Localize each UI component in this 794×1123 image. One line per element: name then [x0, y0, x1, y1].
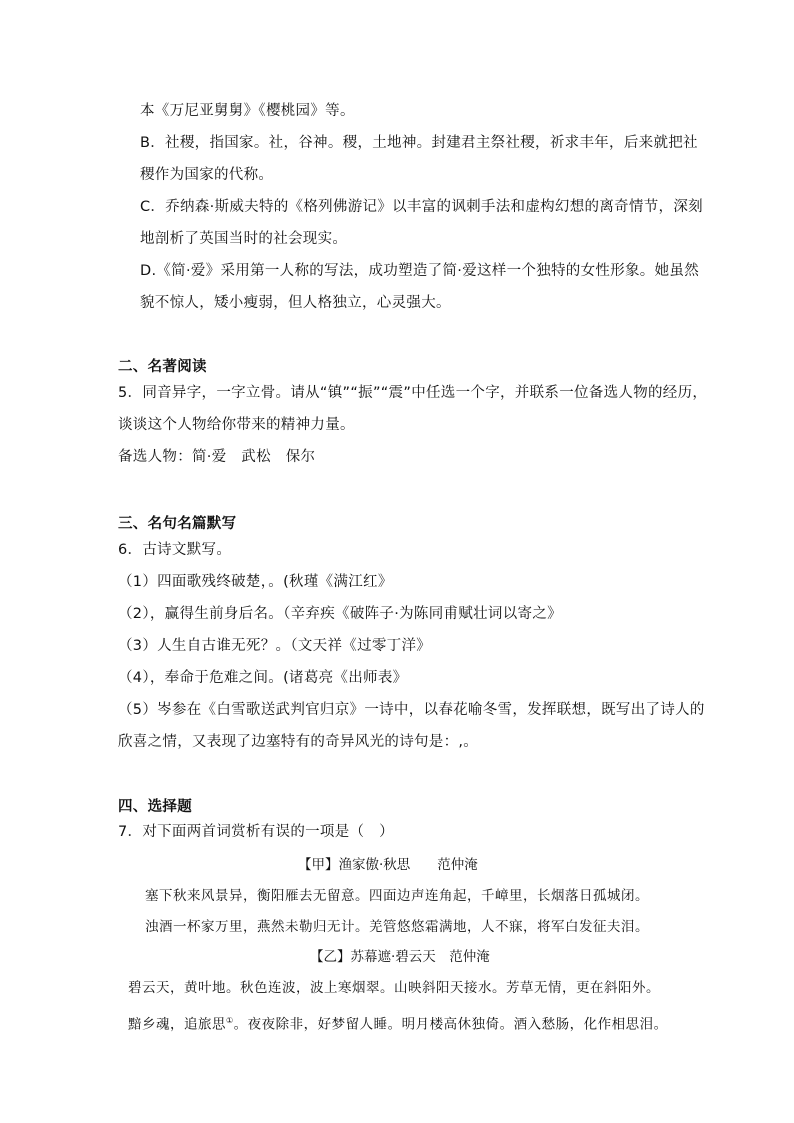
- option-c-line2: 地剖析了英国当时的社会现实。: [140, 231, 348, 247]
- section-heading-choice: 四、选择题: [118, 799, 192, 815]
- poem-jia-line2: 浊酒一杯家万里，燕然未勒归无计。羌管悠悠霜满地，人不寐，将军白发征夫泪。: [145, 919, 649, 935]
- recitation-item-5-line1: （5）岑参在《白雪歌送武判官归京》一诗中，以春花喻冬雪，发挥联想，既写出了诗人的: [118, 702, 705, 718]
- option-d-line2: 貌不惊人，矮小瘦弱，但人格独立，心灵强大。: [140, 295, 451, 311]
- section-heading-reading: 二、名著阅读: [118, 359, 207, 375]
- poem-yi-line2-part1: 黯乡魂，追旅思: [128, 1016, 226, 1033]
- poem-yi-line2: [128, 1011, 668, 1035]
- poem-yi-title: 【乙】苏幕遮·碧云天 范仲淹: [310, 949, 490, 965]
- footnote-marker: ①: [226, 1016, 234, 1025]
- poem-jia-title: 【甲】渔家傲·秋思 范仲淹: [298, 857, 478, 873]
- question-5-line2: 谈谈这个人物给你带来的精神力量。: [118, 417, 355, 433]
- poem-yi-line2-part2: 。夜夜除非，好梦留人睡。明月楼高休独倚。酒入愁肠，化作相思泪。: [233, 1016, 668, 1033]
- recitation-item-4: （4），奉命于危难之间。(诸葛亮《出师表》: [118, 670, 408, 686]
- option-a-tail: 本《万尼亚舅舅》《樱桃园》等。: [140, 103, 355, 119]
- option-b-line2: 稷作为国家的代称。: [140, 167, 274, 183]
- section-heading-recitation: 三、名句名篇默写: [118, 516, 237, 532]
- option-d-line1: D.《简·爱》采用第一人称的写法，成功塑造了简·爱这样一个独特的女性形象。她虽然: [140, 263, 699, 279]
- recitation-item-2: （2），赢得生前身后名。（辛弃疾《破阵子·为陈同甫赋壮词以寄之》: [118, 606, 562, 622]
- question-7: 7．对下面两首词赏析有误的一项是（ ）: [118, 824, 394, 840]
- poem-yi-line1: 碧云天，黄叶地。秋色连波，波上寒烟翠。山映斜阳天接水。芳草无情，更在斜阳外。: [128, 980, 660, 996]
- option-b-line1: B．社稷，指国家。社，谷神。稷，土地神。封建君主祭社稷，祈求丰年，后来就把社: [140, 135, 698, 151]
- poem-jia-line1: 塞下秋来风景异，衡阳雁去无留意。四面边声连角起，千嶂里，长烟落日孤城闭。: [145, 888, 649, 904]
- recitation-item-3: （3）人生自古谁无死？。（文天祥《过零丁洋》: [118, 638, 432, 654]
- candidate-characters: 备选人物：简·爱 武松 保尔: [118, 449, 316, 465]
- question-6: 6．古诗文默写。: [118, 542, 232, 558]
- option-c-line1: C．乔纳森·斯威夫特的《格列佛游记》以丰富的讽刺手法和虚构幻想的离奇情节，深刻: [140, 199, 703, 215]
- recitation-item-1: （1）四面歌残终破楚，。(秋瑾《满江红》: [118, 574, 393, 590]
- recitation-item-5-line2: 欣喜之情，又表现了边塞特有的奇异风光的诗句是：,。: [118, 734, 479, 750]
- question-5-line1: 5．同音异字，一字立骨。请从“镇”“振”“震”中任选一个字，并联系一位备选人物的经历，: [118, 385, 708, 401]
